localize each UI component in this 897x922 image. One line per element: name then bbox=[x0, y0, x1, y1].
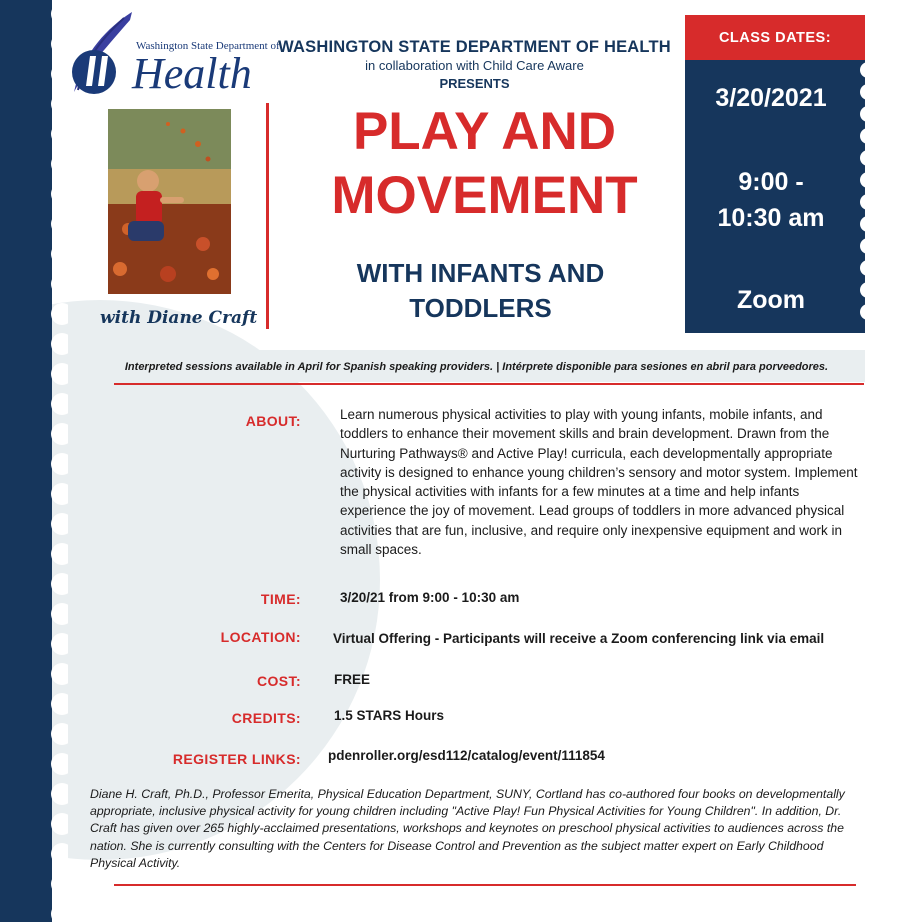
cost-value: FREE bbox=[334, 672, 371, 687]
subtitle-line-1: WITH INFANTS AND bbox=[356, 258, 605, 288]
class-date: 3/20/2021 bbox=[715, 84, 827, 112]
title-line-2: MOVEMENT bbox=[331, 166, 638, 225]
interpreted-sessions-note: Interpreted sessions available in April for Spanish speaking providers. | Intérprete disponible para sesiones en abril para porveedores. bbox=[124, 361, 829, 373]
left-scallop-edge bbox=[28, 0, 68, 922]
subtitle-line-2: TODDLERS bbox=[409, 293, 552, 323]
register-link[interactable]: pdenroller.org/esd112/catalog/event/111854 bbox=[328, 748, 605, 763]
about-label: ABOUT: bbox=[245, 413, 301, 429]
cost-label: COST: bbox=[257, 673, 301, 689]
register-label: REGISTER LINKS: bbox=[172, 751, 301, 767]
class-dates-heading: CLASS DATES: bbox=[718, 30, 832, 46]
quill-icon bbox=[64, 10, 136, 98]
event-subtitle bbox=[268, 256, 693, 326]
organization-name: WASHINGTON STATE DEPARTMENT OF HEALTH bbox=[278, 38, 671, 56]
location-value: Virtual Offering - Participants will receive a Zoom conferencing link via email bbox=[333, 631, 825, 646]
presenter-bio: Diane H. Craft, Ph.D., Professor Emerita, Physical Education Department, SUNY, Cortland has co-authored four books on developmentally appropriate, inclusive physical activity for young children including "Active Play! Fun Physical Activities for Young Children". In addition, Dr. Craft has given over 265 highly-acclaimed presentations, workshops and keynotes on preschool physical activities to audiences across the nation. She is currently consulting with the Centers for Disease Control and Prevention as the subject matter expert on Early Childhood Physical Activity. bbox=[90, 787, 845, 870]
class-dates-panel bbox=[685, 60, 865, 333]
right-scallop-edge bbox=[856, 60, 868, 333]
red-rule-top bbox=[114, 383, 864, 385]
red-rule-bottom bbox=[114, 884, 856, 886]
time-label: TIME: bbox=[260, 591, 301, 607]
credits-value: 1.5 STARS Hours bbox=[334, 708, 445, 723]
location-label: LOCATION: bbox=[220, 629, 301, 645]
logo-small-text: Washington State Department of bbox=[136, 40, 280, 52]
event-title bbox=[268, 100, 701, 228]
class-time bbox=[685, 164, 857, 236]
logo-health-text: Health bbox=[132, 49, 252, 98]
presenter-name: with Diane Craft bbox=[100, 308, 258, 328]
interpreted-sessions-band bbox=[88, 350, 865, 382]
credits-label: CREDITS: bbox=[231, 710, 301, 726]
time-value: 3/20/21 from 9:00 - 10:30 am bbox=[340, 590, 520, 605]
class-time-line-2: 10:30 am bbox=[717, 204, 825, 232]
child-playing-photo bbox=[108, 109, 231, 294]
class-time-line-1: 9:00 - bbox=[738, 168, 804, 196]
collaboration-text: in collaboration with Child Care Aware bbox=[365, 58, 584, 73]
class-location: Zoom bbox=[736, 286, 806, 314]
title-line-1: PLAY AND bbox=[352, 102, 617, 161]
presents-text: PRESENTS bbox=[439, 76, 510, 91]
class-dates-header bbox=[685, 15, 865, 61]
about-text: Learn numerous physical activities to play with young infants, mobile infants, and toddlers to enhance their movement skills and brain development. Drawn from the Nurturing Pathways® and Active Play! curricula, each developmentally appropriate activity is designed to enhance young children’s sensory and motor system. Implement the physical activities with infants for a few minutes at a time and help infants experience the joy of movement. Lead groups of toddlers in more advanced physical activities that are fun, inclusive, and require only inexpensive equipment and work in small spaces. bbox=[340, 407, 858, 558]
